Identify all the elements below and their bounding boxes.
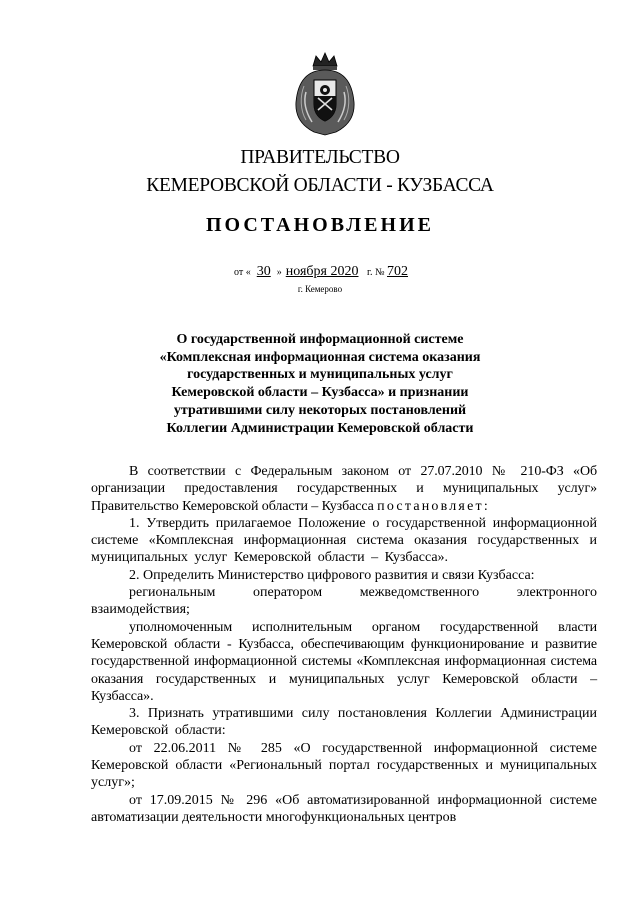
document-type-heading: ПОСТАНОВЛЕНИЕ	[206, 214, 434, 236]
body-paragraph-item-2-1: региональным оператором межведомственного электронного взаимодействия;	[91, 585, 597, 618]
body-paragraph-item-3: 3. Признать утратившими силу постановления Коллегии Администрации Кемеровской области:	[91, 706, 597, 739]
city-name: г. Кемерово	[297, 284, 343, 294]
coat-of-arms-emblem	[294, 52, 356, 136]
preamble-resolves: постановляет	[377, 498, 484, 514]
title-line: «Комплексная информационная система оказания	[159, 349, 481, 365]
document-number: 702	[387, 264, 409, 279]
authority-name-line2: КЕМЕРОВСКОЙ ОБЛАСТИ - КУЗБАССА	[146, 175, 494, 196]
preamble-colon: :	[483, 498, 488, 514]
body-paragraph-item-2-2: уполномоченным исполнительным органом государственной власти Кемеровской области - Кузбасса, обеспечивающим функционирование и развитие государственной информационной системы «Комплексная информационная система оказания государственных и муниципальных услуг Кемеровской области – Кузбасса».	[91, 619, 597, 704]
date-year-suffix: г.	[366, 267, 373, 278]
date-line	[234, 264, 408, 280]
title-line: государственных и муниципальных услуг	[187, 367, 453, 383]
body-paragraph-item-3-1: от 22.06.2011 № 285 «О государственной информационной системе Кемеровской области «Региональный портал государственных и муниципальных услуг»;	[91, 740, 597, 791]
document-title	[90, 331, 550, 437]
number-label: №	[374, 267, 385, 278]
date-prefix: от «	[234, 267, 251, 278]
date-day: 30	[256, 264, 271, 279]
body-paragraph-item-2: 2. Определить Министерство цифрового развития и связи Кузбасса:	[129, 567, 535, 583]
preamble-text: В соответствии с Федеральным законом от 27.07.2010 № 210-ФЗ «Об организации предоставления государственных и муниципальных услуг» Правительство Кемеровской области – Кузбасса	[91, 464, 597, 514]
title-line: Кемеровской области – Кузбасса» и признании	[171, 385, 469, 401]
title-line: О государственной информационной системе	[176, 332, 464, 347]
document-body	[91, 463, 597, 826]
date-month-year: ноября 2020	[285, 264, 359, 279]
body-paragraph-item-3-2: от 17.09.2015 № 296 «Об автоматизированной информационной системе автоматизации деятельности многофункциональных центров	[91, 792, 597, 825]
title-line: утратившими силу некоторых постановлений	[173, 402, 467, 418]
authority-name-line1: ПРАВИТЕЛЬСТВО	[240, 147, 400, 168]
body-paragraph-item-1: 1. Утвердить прилагаемое Положение о государственной информационной системе «Комплексная информационная система оказания государственных и муниципальных услуг Кемеровской области – Кузбасса».	[91, 515, 597, 566]
title-line: Коллегии Администрации Кемеровской области	[166, 420, 474, 436]
body-paragraph-preamble	[91, 463, 597, 515]
date-mid: »	[276, 267, 282, 278]
